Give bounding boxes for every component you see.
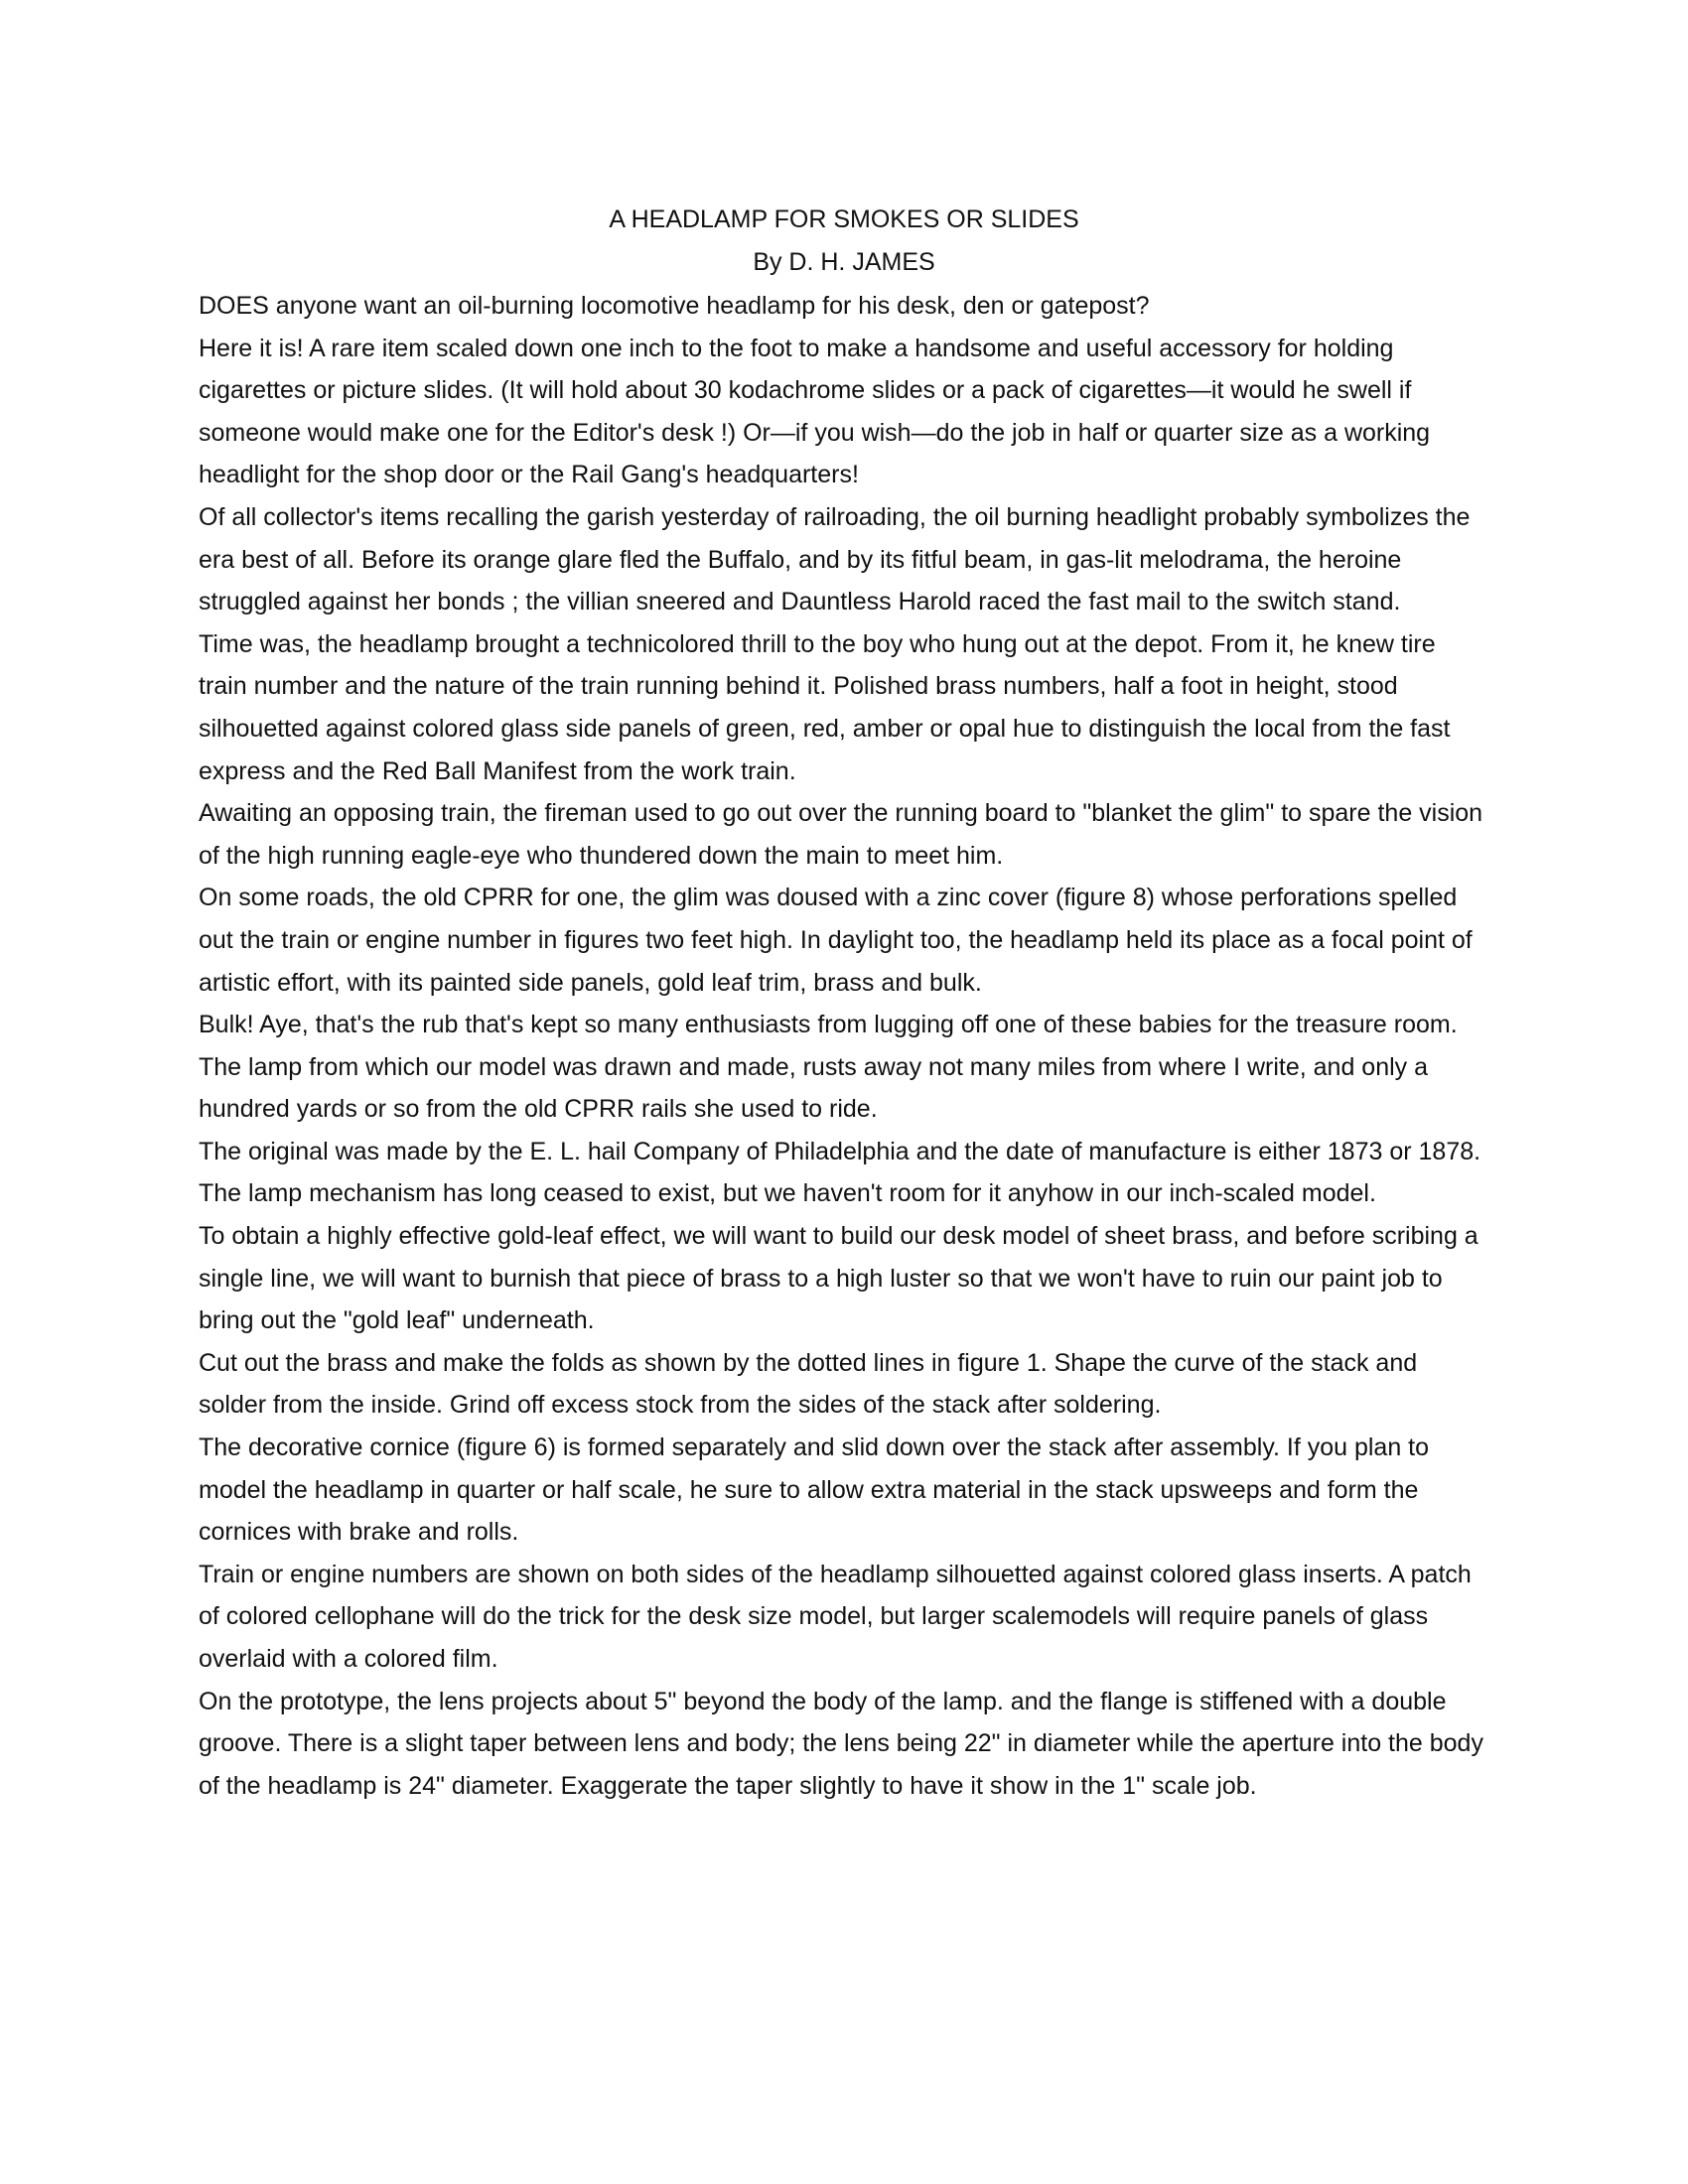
paragraph: Of all collector's items recalling the garish yesterday of railroading, the oil burning headlight probably symbolizes the era best of all. Before its orange glare fled the Buffalo, and by its fitful beam, in gas-lit melodrama, the heroine struggled against her bonds ; the villian sneered and Dauntless Harold raced the fast mail to the switch stand. [199, 502, 1471, 616]
paragraph: On the prototype, the lens projects about 5" beyond the body of the lamp. and the flange is stiffened with a double groove. There is a slight taper between lens and body; the lens being 22" in diameter while the aperture into the body of the headlamp is 24" diameter. Exaggerate the taper slightly to have it show in the 1" scale job. [199, 1687, 1483, 1800]
paragraph: Cut out the brass and make the folds as shown by the dotted lines in figure 1. Shape the curve of the stack and solder from the inside. Grind off excess stock from the sides of the stack after soldering. [199, 1348, 1418, 1420]
article-byline: By D. H. JAMES [753, 248, 935, 276]
paragraph: The original was made by the E. L. hail Company of Philadelphia and the date of manufacture is either 1873 or 1878. The lamp mechanism has long ceased to exist, but we haven't room for it anyhow in our inch-scaled model. [199, 1137, 1481, 1208]
article-body [199, 285, 1489, 1807]
paragraph: On some roads, the old CPRR for one, the glim was doused with a zinc cover (figure 8) whose perforations spelled out the train or engine number in figures two feet high. In daylight too, the headlamp held its place as a focal point of artistic effort, with its painted side panels, gold leaf trim, brass and bulk. [199, 884, 1473, 997]
article-title: A HEADLAMP FOR SMOKES OR SLIDES [609, 205, 1079, 233]
paragraph: Here it is! A rare item scaled down one inch to the foot to make a handsome and useful accessory for holding cigarettes or picture slides. (It will hold about 30 kodachrome slides or a pack of cigarettes—it would he swell if someone would make one for the Editor's desk !) Or—if you wish—do the job in half or quarter size as a working headlight for the shop door or the Rail Gang's headquarters! [199, 334, 1431, 489]
paragraph: DOES anyone want an oil-burning locomotive headlamp for his desk, den or gatepost? [199, 292, 1150, 320]
paragraph: Train or engine numbers are shown on both sides of the headlamp silhouetted against colored glass inserts. A patch of colored cellophane will do the trick for the desk size model, but larger scalemodels will require panels of glass overlaid with a colored film. [199, 1560, 1472, 1673]
paragraph: The decorative cornice (figure 6) is formed separately and slid down over the stack after assembly. If you plan to model the headlamp in quarter or half scale, he sure to allow extra material in the stack upsweeps and form the cornices with brake and rolls. [199, 1433, 1430, 1547]
paragraph: To obtain a highly effective gold-leaf effect, we will want to build our desk model of sheet brass, and before scribing a single line, we will want to burnish that piece of brass to a high luster so that we won't have to ruin our paint job to bring out the "gold leaf" underneath. [199, 1222, 1478, 1335]
paragraph: Time was, the headlamp brought a technicolored thrill to the boy who hung out at the depot. From it, he knew tire train number and the nature of the train running behind it. Polished brass numbers, half a foot in height, stood silhouetted against colored glass side panels of green, red, amber or opal hue to distinguish the local from the fast express and the Red Ball Manifest from the work train. [199, 629, 1451, 785]
paragraph: Bulk! Aye, that's the rub that's kept so many enthusiasts from lugging off one of these babies for the treasure room. The lamp from which our model was drawn and made, rusts away not many miles from where I write, and only a hundred yards or so from the old CPRR rails she used to ride. [199, 1011, 1458, 1124]
paragraph: Awaiting an opposing train, the fireman used to go out over the running board to "blanket the glim" to spare the vision of the high running eagle-eye who thundered down the main to meet him. [199, 799, 1483, 870]
